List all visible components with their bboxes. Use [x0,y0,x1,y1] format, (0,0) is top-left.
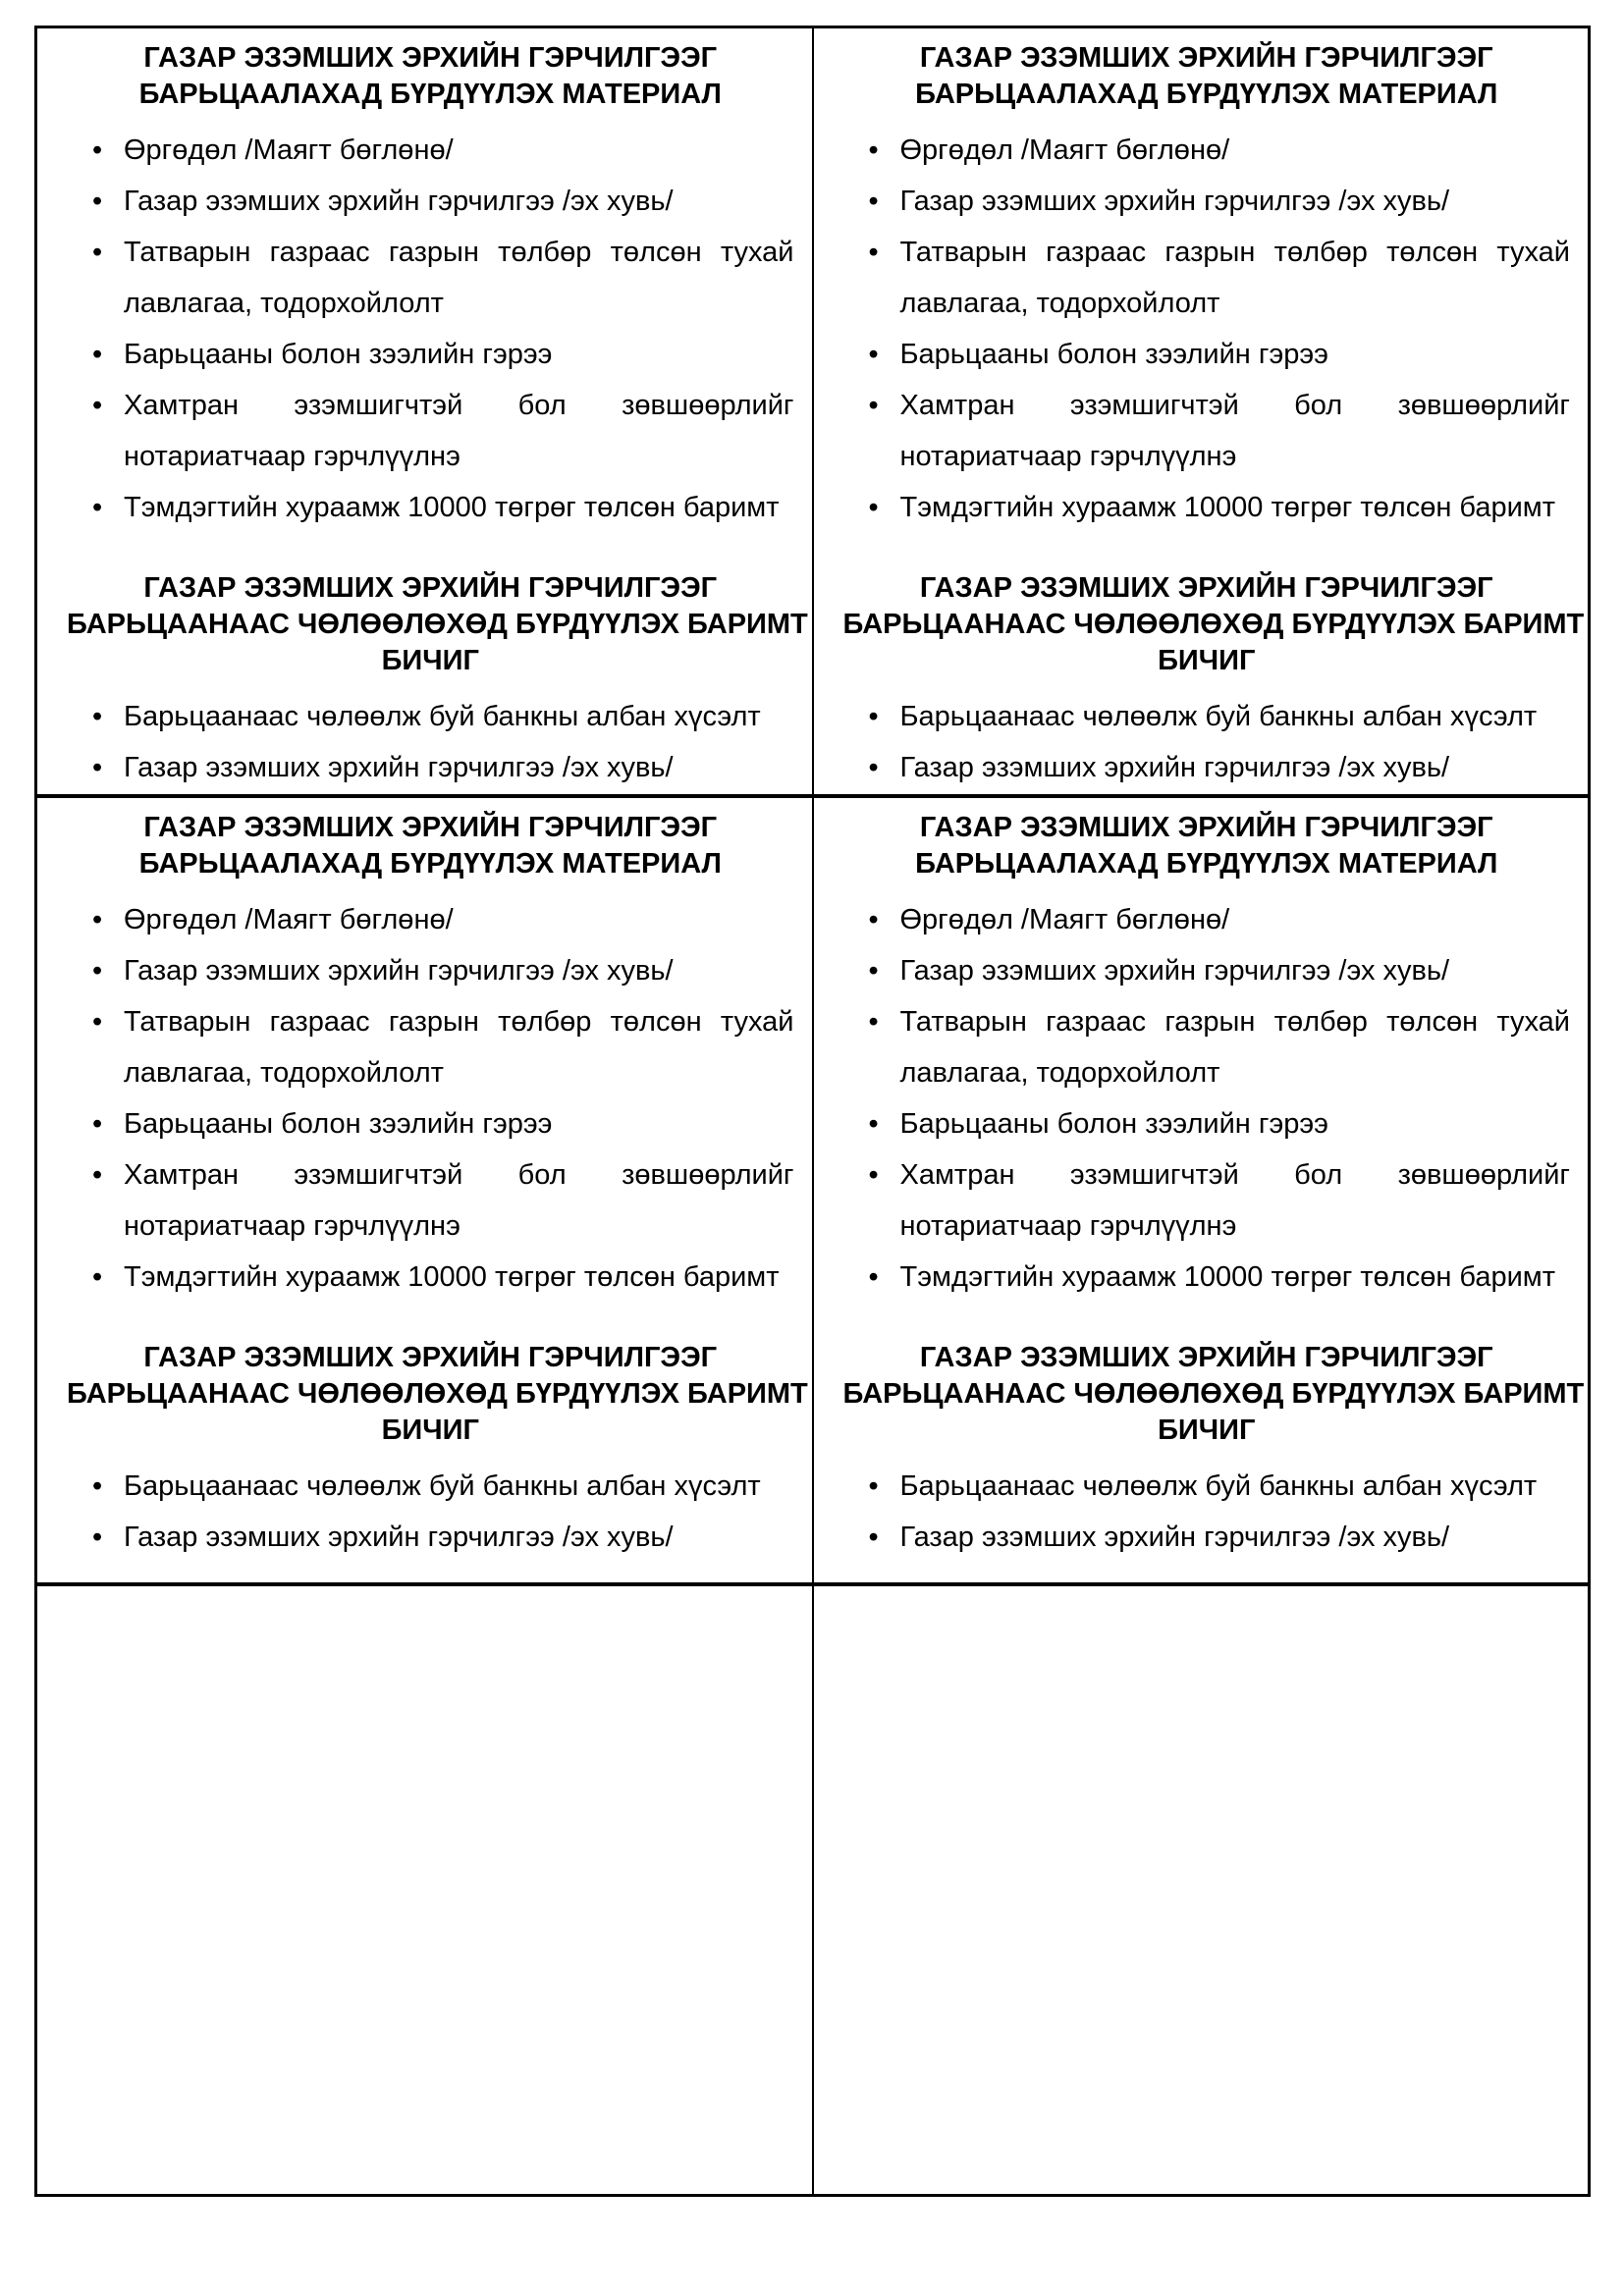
list-item [67,380,794,482]
release-documents-list [67,691,794,793]
release-title-line: ГАЗАР ЭЗЭМШИХ ЭРХИЙН ГЭРЧИЛГЭЭГ [919,572,1493,604]
item-text: Барьцаанаас чөлөөлж буй банкны албан хүсэлт [899,701,1538,732]
item-text: Барьцаанаас чөлөөлж буй банкны албан хүсэлт [124,701,761,732]
pledge-materials-list [843,125,1571,533]
bullet-icon: • [92,1108,103,1140]
pledge-title-line: БАРЬЦААЛАХАД БҮРДҮҮЛЭХ МАТЕРИАЛ [138,848,722,880]
item-text: Өргөдөл /Маягт бөглөнө/ [899,904,1230,935]
bullet-icon: • [868,134,879,166]
release-title [67,570,808,679]
item-text: Газар эзэмших эрхийн гэрчилгээ /эх хувь/ [124,955,674,987]
empty-cell [812,1586,1589,2194]
item-text: Тэмдэгтийн хураамж 10000 төгрөг төлсөн баримт [899,492,1556,523]
list-item [67,482,794,533]
bullet-icon: • [92,1470,103,1502]
item-text: Барьцааны болон зээлийн гэрээ [124,339,553,370]
bullet-icon: • [868,1522,879,1553]
item-text: Барьцаанаас чөлөөлж буй банкны албан хүсэлт [899,1470,1538,1502]
release-title-line: БИЧИГ [1158,645,1256,676]
bullet-icon: • [868,186,879,217]
bullet-icon: • [92,186,103,217]
release-title-line: ГАЗАР ЭЗЭМШИХ ЭРХИЙН ГЭРЧИЛГЭЭГ [143,1342,718,1373]
release-documents-list [843,691,1571,793]
release-title-line: БАРЬЦААНААС ЧӨЛӨӨЛӨХӨД БҮРДҮҮЛЭХ БАРИМТ [842,1378,1585,1410]
release-title-line: БИЧИГ [381,645,479,676]
bullet-icon: • [92,904,103,935]
release-title [842,1340,1585,1449]
pledge-title-line: БАРЬЦААЛАХАД БҮРДҮҮЛЭХ МАТЕРИАЛ [138,79,722,110]
requirements-table [34,26,1591,2197]
pledge-title-line: ГАЗАР ЭЗЭМШИХ ЭРХИЙН ГЭРЧИЛГЭЭГ [919,42,1493,74]
list-item [843,482,1571,533]
list-item [843,996,1571,1098]
bullet-icon: • [868,237,879,268]
info-card [37,28,812,794]
bullet-icon: • [92,1159,103,1191]
release-documents-list [843,1461,1571,1563]
release-title [842,570,1585,679]
item-text: Татварын газраас газрын төлбөр төлсөн тухай лавлагаа, тодорхойлолт [899,1006,1570,1089]
bullet-icon: • [868,1108,879,1140]
item-text: Газар эзэмших эрхийн гэрчилгээ /эх хувь/ [899,955,1450,987]
list-item [843,1512,1571,1563]
item-text: Татварын газраас газрын төлбөр төлсөн тухай лавлагаа, тодорхойлолт [124,237,794,319]
bullet-icon: • [92,492,103,523]
list-item [843,125,1571,176]
bullet-icon: • [868,1159,879,1191]
bullet-icon: • [868,1470,879,1502]
list-item [67,227,794,329]
pledge-materials-list [67,894,794,1303]
list-item [843,1149,1571,1252]
item-text: Барьцааны болон зээлийн гэрээ [899,1108,1328,1140]
pledge-title-line: ГАЗАР ЭЗЭМШИХ ЭРХИЙН ГЭРЧИЛГЭЭГ [143,812,718,843]
release-title-line: БАРЬЦААНААС ЧӨЛӨӨЛӨХӨД БҮРДҮҮЛЭХ БАРИМТ [67,609,808,640]
bullet-icon: • [868,1006,879,1038]
item-text: Хамтран эзэмшигчтэй бол зөвшөөрлийг нотариатчаар гэрчлүүлнэ [899,1159,1570,1242]
list-item [843,1461,1571,1512]
list-item [843,945,1571,996]
list-item [843,176,1571,227]
bullet-icon: • [868,492,879,523]
table-row [37,798,1588,1586]
list-item [67,996,794,1098]
bullet-icon: • [92,752,103,783]
release-documents-list [67,1461,794,1563]
release-title [67,1340,808,1449]
list-item [843,1252,1571,1303]
item-text: Хамтран эзэмшигчтэй бол зөвшөөрлийг нотариатчаар гэрчлүүлнэ [899,390,1570,472]
bullet-icon: • [868,701,879,732]
bullet-icon: • [868,1261,879,1293]
list-item [843,329,1571,380]
release-title-line: БИЧИГ [381,1415,479,1446]
list-item [67,945,794,996]
item-text: Газар эзэмших эрхийн гэрчилгээ /эх хувь/ [124,752,674,783]
list-item [67,1512,794,1563]
item-text: Барьцаанаас чөлөөлж буй банкны албан хүсэлт [124,1470,761,1502]
item-text: Тэмдэгтийн хураамж 10000 төгрөг төлсөн баримт [124,492,780,523]
item-text: Газар эзэмших эрхийн гэрчилгээ /эх хувь/ [899,752,1450,783]
list-item [843,691,1571,742]
list-item [843,894,1571,945]
item-text: Барьцааны болон зээлийн гэрээ [124,1108,553,1140]
list-item [67,1461,794,1512]
bullet-icon: • [868,904,879,935]
bullet-icon: • [92,1261,103,1293]
item-text: Татварын газраас газрын төлбөр төлсөн тухай лавлагаа, тодорхойлолт [899,237,1570,319]
item-text: Өргөдөл /Маягт бөглөнө/ [124,904,454,935]
release-title-line: ГАЗАР ЭЗЭМШИХ ЭРХИЙН ГЭРЧИЛГЭЭГ [919,1342,1493,1373]
bullet-icon: • [92,390,103,421]
bullet-icon: • [868,339,879,370]
item-text: Газар эзэмших эрхийн гэрчилгээ /эх хувь/ [124,1522,674,1553]
bullet-icon: • [92,339,103,370]
info-card [37,798,812,1582]
pledge-title [67,810,794,882]
list-item [67,1252,794,1303]
item-text: Тэмдэгтийн хураамж 10000 төгрөг төлсөн баримт [124,1261,780,1293]
item-text: Өргөдөл /Маягт бөглөнө/ [124,134,454,166]
bullet-icon: • [868,390,879,421]
bullet-icon: • [92,134,103,166]
bullet-icon: • [92,1006,103,1038]
release-title-line: БАРЬЦААНААС ЧӨЛӨӨЛӨХӨД БҮРДҮҮЛЭХ БАРИМТ [67,1378,808,1410]
bullet-icon: • [92,1522,103,1553]
table-row [37,28,1588,798]
info-card [812,28,1589,794]
release-title-line: БАРЬЦААНААС ЧӨЛӨӨЛӨХӨД БҮРДҮҮЛЭХ БАРИМТ [842,609,1585,640]
list-item [67,1098,794,1149]
item-text: Газар эзэмших эрхийн гэрчилгээ /эх хувь/ [899,1522,1450,1553]
bullet-icon: • [868,752,879,783]
release-title-line: БИЧИГ [1158,1415,1256,1446]
list-item [843,742,1571,793]
pledge-title-line: ГАЗАР ЭЗЭМШИХ ЭРХИЙН ГЭРЧИЛГЭЭГ [919,812,1493,843]
item-text: Газар эзэмших эрхийн гэрчилгээ /эх хувь/ [124,186,674,217]
release-title-line: ГАЗАР ЭЗЭМШИХ ЭРХИЙН ГЭРЧИЛГЭЭГ [143,572,718,604]
info-card [812,798,1589,1582]
list-item [67,125,794,176]
list-item [67,329,794,380]
list-item [843,380,1571,482]
list-item [843,1098,1571,1149]
pledge-title-line: БАРЬЦААЛАХАД БҮРДҮҮЛЭХ МАТЕРИАЛ [915,79,1498,110]
list-item [67,176,794,227]
list-item [843,227,1571,329]
item-text: Барьцааны болон зээлийн гэрээ [899,339,1328,370]
empty-cell [37,1586,812,2194]
item-text: Газар эзэмших эрхийн гэрчилгээ /эх хувь/ [899,186,1450,217]
bullet-icon: • [92,237,103,268]
pledge-title-line: БАРЬЦААЛАХАД БҮРДҮҮЛЭХ МАТЕРИАЛ [915,848,1498,880]
list-item [67,742,794,793]
bullet-icon: • [92,701,103,732]
list-item [67,691,794,742]
bullet-icon: • [92,955,103,987]
list-item [67,894,794,945]
item-text: Өргөдөл /Маягт бөглөнө/ [899,134,1230,166]
item-text: Хамтран эзэмшигчтэй бол зөвшөөрлийг нотариатчаар гэрчлүүлнэ [124,1159,794,1242]
pledge-materials-list [67,125,794,533]
table-row [37,1586,1588,2194]
pledge-title [67,40,794,113]
pledge-title [843,40,1571,113]
bullet-icon: • [868,955,879,987]
item-text: Тэмдэгтийн хураамж 10000 төгрөг төлсөн баримт [899,1261,1556,1293]
pledge-title-line: ГАЗАР ЭЗЭМШИХ ЭРХИЙН ГЭРЧИЛГЭЭГ [143,42,718,74]
pledge-materials-list [843,894,1571,1303]
pledge-title [843,810,1571,882]
list-item [67,1149,794,1252]
item-text: Хамтран эзэмшигчтэй бол зөвшөөрлийг нотариатчаар гэрчлүүлнэ [124,390,794,472]
item-text: Татварын газраас газрын төлбөр төлсөн тухай лавлагаа, тодорхойлолт [124,1006,794,1089]
